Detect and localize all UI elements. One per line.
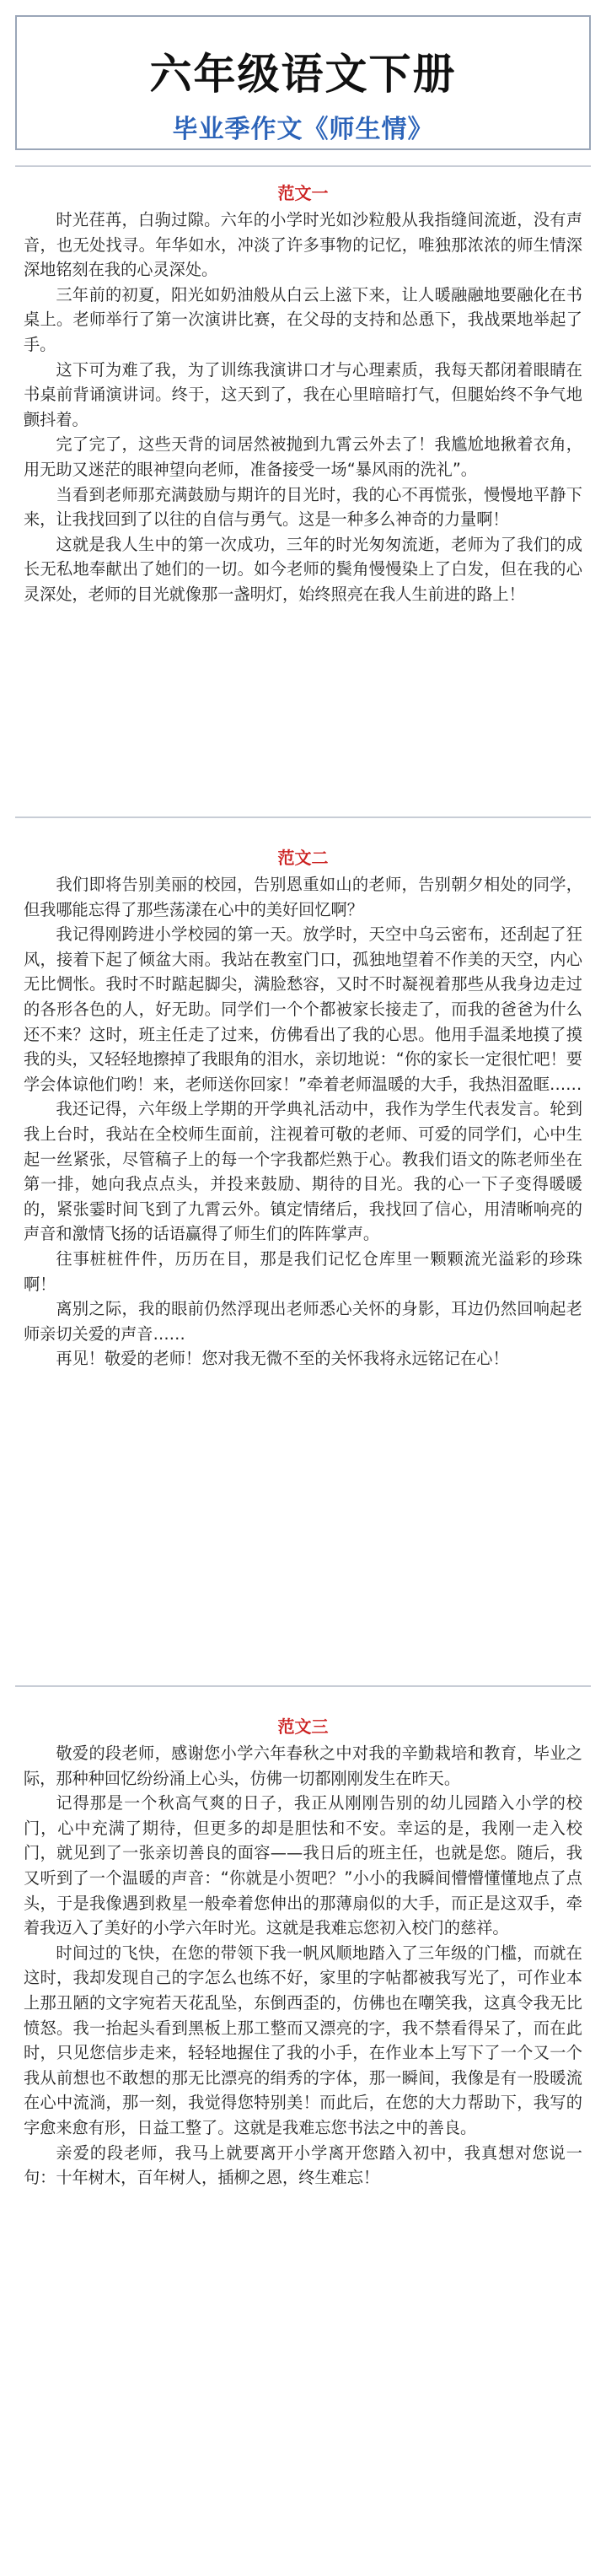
paragraph: 我还记得，六年级上学期的开学典礼活动中，我作为学生代表发言。轮到我上台时，我站在全校师生面前，注视着可敬的老师、可爱的同学们，心中生起一丝紧张，尽管稿子上的每一个字我都烂熟于心。教我们语文的陈老师坐在第一排，她向我点点头，并投来鼓励、期待的目光。我的心一下子变得暖暖的，紧张霎时间飞到了九霄云外。镇定情绪后，我找回了信心，用清晰响亮的声音和激情飞扬的话语赢得了师生们的阵阵掌声。 [24, 1099, 582, 1244]
paragraph: 这下可为难了我，为了训练我演讲口才与心理素质，我每天都闭着眼睛在书桌前背诵演讲词。终于，这天到了，我在心里暗暗打气，但腿始终不争气地颤抖着。 [24, 359, 582, 429]
paragraph: 时光荏苒，白驹过隙。六年的小学时光如沙粒般从我指缝间流逝，没有声音，也无处找寻。年华如水，冲淡了许多事物的记忆，唯独那浓浓的师生情深深地铭刻在我的心灵深处。 [24, 210, 582, 280]
section-title: 范文二 [277, 848, 329, 868]
divider [15, 816, 591, 818]
paragraph: 再见！敬爱的老师！您对我无微不至的关怀我将永远铭记在心！ [56, 1349, 509, 1369]
paragraph: 离别之际，我的眼前仍然浮现出老师悉心关怀的身影，耳边仍然回响起老师亲切关爱的声音…… [24, 1299, 582, 1344]
essay-section-1 [24, 179, 582, 607]
paragraph: 亲爱的段老师，我马上就要离开小学离开您踏入初中，我真想对您说一句：十年树木，百年树人，插柳之恩，终生难忘！ [24, 2142, 582, 2188]
essay-section-3 [24, 1712, 582, 2191]
paragraph: 三年前的初夏，阳光如奶油般从白云上滋下来，让人暖融融地要融化在书桌上。老师举行了第一次演讲比赛，在父母的支持和怂恿下，我战栗地举起了手。 [24, 284, 582, 354]
paragraph: 敬爱的段老师，感谢您小学六年春秋之中对我的辛勤栽培和教育，毕业之际，那种种回忆纷纷涌上心头，仿佛一切都刚刚发生在昨天。 [24, 1743, 582, 1788]
paragraph: 这就是我人生中的第一次成功，三年的时光匆匆流逝，老师为了我们的成长无私地奉献出了她们的一切。如今老师的鬓角慢慢染上了白发，但在我的心灵深处，老师的目光就像那一盏明灯，始终照亮在我人生前进的路上！ [24, 534, 582, 604]
paragraph: 我记得刚跨进小学校园的第一天。放学时，天空中乌云密布，还刮起了狂风，接着下起了倾盆大雨。我站在教室门口，孤独地望着不作美的天空，内心无比惆怅。我时不时踮起脚尖，满脸愁容，又时不时凝视着那些从我身边走过的各形各色的人，好无助。同学们一个个都被家长接走了，而我的爸爸为什么还不来？这时，班主任走了过来，仿佛看出了我的心思。他用手温柔地摸了摸我的头，又轻轻地擦掉了我眼角的泪水，亲切地说：“你的家长一定很忙吧！要学会体谅他们哟！来，老师送你回家！”牵着老师温暖的大手，我热泪盈眶…… [24, 924, 582, 1094]
page-title: 六年级语文下册 [149, 50, 457, 99]
paragraph: 时间过的飞快，在您的带领下我一帆风顺地踏入了三年级的门槛，而就在这时，我却发现自己的字怎么也练不好，家里的字帖都被我写光了，可作业本上那丑陋的文字宛若天花乱坠，东倒西歪的，仿佛也在嘲笑我，这真令我无比愤怒。我一抬起头看到黑板上那工整而又漂亮的字，我不禁看得呆了，而在此时，只见您信步走来，轻轻地握住了我的小手，在作业本上写下了一个又一个我从前想也不敢想的那无比漂亮的绢秀的字体，那一瞬间，我像是有一股暖流在心中流淌，那一刻，我觉得您特别美！而此后，在您的大力帮助下，我写的字愈来愈有形，日益工整了。这就是我难忘您书法之中的善良。 [24, 1943, 582, 2137]
header-box [15, 15, 591, 150]
divider [15, 1685, 591, 1687]
section-title: 范文一 [277, 183, 329, 203]
page-subtitle: 毕业季作文《师生情》 [172, 115, 434, 144]
divider-top [15, 165, 591, 167]
essay-section-2 [24, 843, 582, 1372]
paragraph: 记得那是一个秋高气爽的日子，我正从刚刚告别的幼儿园踏入小学的校门，心中充满了期待，但更多的却是胆怯和不安。幸运的是，我刚一走入校门，就见到了一张亲切善良的面容——我日后的班主任，也就是您。随后，我又听到了一个温暖的声音：“你就是小贺吧？”小小的我瞬间懵懵懂懂地点了点头，于是我像遇到救星一般牵着您伸出的那薄扇似的大手，而正是这双手，牵着我迈入了美好的小学六年时光。这就是我难忘您初入校门的慈祥。 [24, 1793, 582, 1938]
section-title: 范文三 [277, 1716, 329, 1737]
paragraph: 完了完了，这些天背的词居然被抛到九霄云外去了！我尴尬地揪着衣角，用无助又迷茫的眼神望向老师，准备接受一场“暴风雨的洗礼”。 [24, 434, 582, 479]
paragraph: 我们即将告别美丽的校园，告别恩重如山的老师，告别朝夕相处的同学，但我哪能忘得了那些荡漾在心中的美好回忆啊？ [24, 875, 582, 919]
paragraph: 往事桩桩件件，历历在目，那是我们记忆仓库里一颗颗流光溢彩的珍珠啊！ [24, 1248, 582, 1294]
paragraph: 当看到老师那充满鼓励与期许的目光时，我的心不再慌张，慢慢地平静下来，让我找回到了以往的自信与勇气。这是一种多么神奇的力量啊！ [24, 484, 582, 530]
